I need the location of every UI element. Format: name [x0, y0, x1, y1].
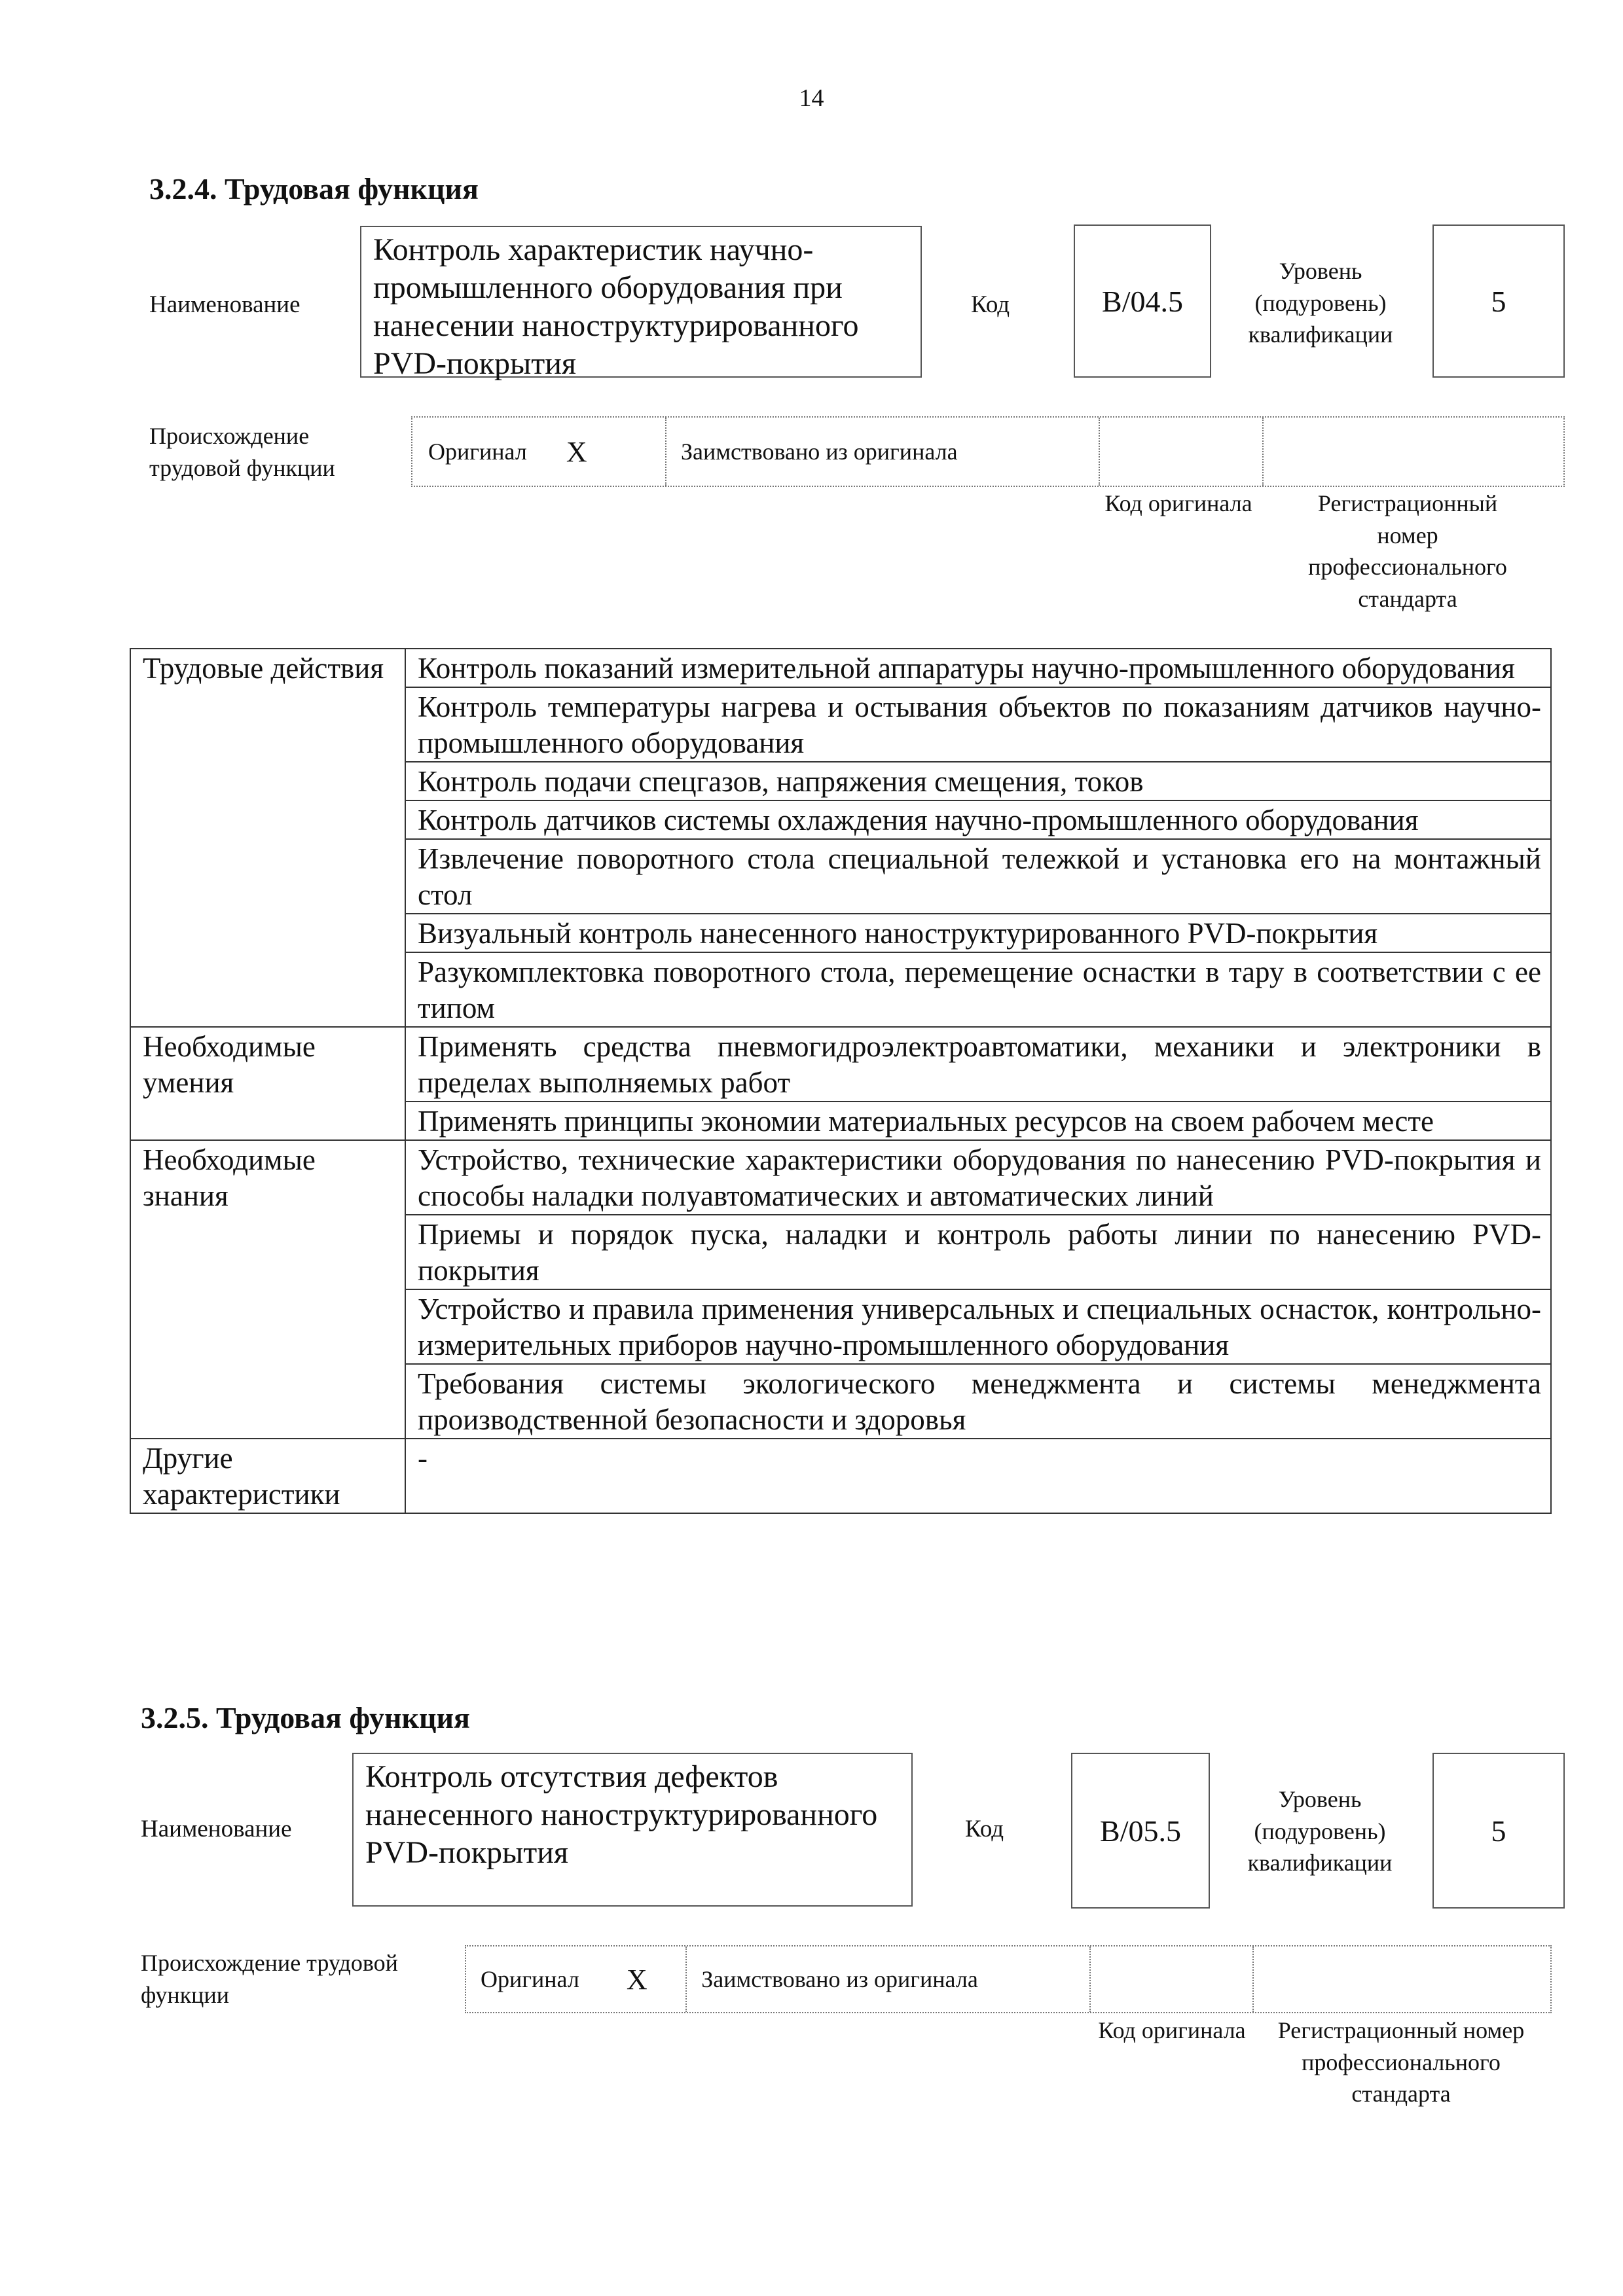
row-item: Применять принципы экономии материальных ресурсов на своем рабочем месте — [405, 1102, 1551, 1140]
level-box-2 — [1432, 1753, 1565, 1909]
registration-number-cell — [1264, 418, 1563, 486]
original-code-cell — [1100, 418, 1264, 486]
function-name-box — [360, 226, 922, 381]
table-row — [130, 649, 1551, 687]
row-item: Контроль показаний измерительной аппаратуры научно-промышленного оборудования — [405, 649, 1551, 687]
section-title-2: 3.2.5. Трудовая функция — [141, 1701, 470, 1734]
function-name-2: Контроль отсутствия дефектов нанесенного наноструктурированного PVD-покрытия — [365, 1759, 878, 1870]
row-item: Извлечение поворотного стола специальной тележкой и установка его на монтажный стол — [405, 839, 1551, 914]
level-label-2: Уровень (подуровень) квалификации — [1247, 1786, 1393, 1876]
level-value-2: 5 — [1491, 1814, 1506, 1848]
caption-registration: Регистрационный номер профессионального стандарта — [1308, 490, 1507, 612]
code-value: B/04.5 — [1102, 284, 1183, 318]
level-label: Уровень (подуровень) квалификации — [1248, 258, 1393, 348]
row-category: Другие характеристики — [130, 1439, 405, 1513]
code-label: Код — [971, 291, 1010, 318]
row-item: Приемы и порядок пуска, наладки и контроль работы линии по нанесению PVD-покрытия — [405, 1215, 1551, 1289]
origin-borrowed-cell-2 — [687, 1946, 1091, 2012]
row-item: Устройство, технические характеристики оборудования по нанесению PVD-покрытия и способы наладки полуавтоматических и автоматических линий — [405, 1140, 1551, 1215]
origin-original-2: Оригинал — [481, 1966, 579, 1992]
origin-borrowed-cell — [666, 418, 1100, 486]
row-category: Необходимые знания — [130, 1140, 405, 1439]
level-value: 5 — [1491, 284, 1506, 318]
code-value-2: B/05.5 — [1100, 1814, 1181, 1848]
origin-borrowed: Заимствовано из оригинала — [681, 439, 958, 465]
origin-mark: X — [566, 435, 587, 468]
function-name-box-2 — [352, 1753, 913, 1907]
registration-number-cell-2 — [1254, 1946, 1550, 2012]
function-name: Контроль характеристик научно-промышленного оборудования при нанесении наноструктурированного PVD-покрытия — [373, 232, 859, 381]
row-item: Контроль подачи спецгазов, напряжения смещения, токов — [405, 762, 1551, 800]
table-row — [130, 1140, 1551, 1215]
caption-registration-2: Регистрационный номер профессионального стандарта — [1277, 2017, 1525, 2108]
caption-code-2: Код оригинала — [1098, 2017, 1246, 2043]
origin-label-2: Происхождение трудовой функции — [141, 1950, 398, 2008]
code-box — [1074, 224, 1211, 378]
level-box — [1432, 224, 1565, 378]
origin-original-cell — [412, 418, 666, 486]
row-item: Требования системы экологического менеджмента и системы менеджмента производственной безопасности и здоровья — [405, 1364, 1551, 1439]
caption-code: Код оригинала — [1104, 490, 1252, 516]
table-row — [130, 1027, 1551, 1102]
code-label-2: Код — [965, 1816, 1004, 1842]
row-item: Применять средства пневмогидроэлектроавтоматики, механики и электроники в пределах выполняемых работ — [405, 1027, 1551, 1102]
row-item: Устройство и правила применения универсальных и специальных оснасток, контрольно-измерительных приборов научно-промышленного оборудования — [405, 1289, 1551, 1364]
code-box-2 — [1071, 1753, 1210, 1909]
table-row — [130, 1439, 1551, 1513]
origin-original: Оригинал — [428, 439, 527, 465]
origin-row-2 — [465, 1945, 1552, 2013]
function-table — [130, 648, 1552, 1514]
row-item: Визуальный контроль нанесенного наноструктурированного PVD-покрытия — [405, 914, 1551, 952]
row-category: Трудовые действия — [130, 649, 405, 1027]
name-label: Наименование — [149, 291, 301, 318]
row-item: Контроль датчиков системы охлаждения научно-промышленного оборудования — [405, 800, 1551, 839]
row-category: Необходимые умения — [130, 1027, 405, 1140]
row-item: Разукомплектовка поворотного стола, перемещение оснастки в тару в соответствии с ее типом — [405, 952, 1551, 1027]
origin-row — [411, 416, 1565, 487]
origin-label: Происхождение трудовой функции — [149, 423, 335, 481]
origin-original-cell-2 — [466, 1946, 687, 2012]
origin-borrowed-2: Заимствовано из оригинала — [701, 1966, 978, 1992]
name-label-2: Наименование — [141, 1816, 292, 1842]
row-item: - — [405, 1439, 1551, 1513]
section-title: 3.2.4. Трудовая функция — [149, 172, 479, 206]
page-number: 14 — [799, 84, 824, 112]
row-item: Контроль температуры нагрева и остывания объектов по показаниям датчиков научно-промышленного оборудования — [405, 687, 1551, 762]
original-code-cell-2 — [1091, 1946, 1254, 2012]
origin-mark-2: X — [626, 1963, 647, 1996]
